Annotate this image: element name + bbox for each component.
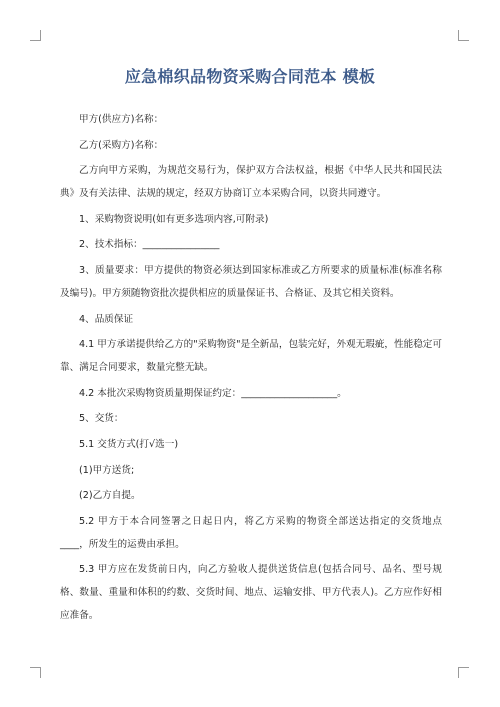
crop-mark-bottom-right	[458, 667, 469, 678]
crop-mark-top-left	[30, 30, 41, 41]
clause-5-2: 5.2 甲方于本合同签署之日起日内，将乙方采购的物资全部送达指定的交货地点____，所发生的运费由承担。	[60, 515, 442, 550]
clause-5-delivery: 5、交货：	[79, 413, 124, 425]
document-body	[60, 108, 442, 630]
clause-4-quality-assurance: 4、品质保证	[79, 313, 134, 325]
party-a-name: 甲方(供应方)名称：	[79, 114, 164, 125]
clause-3-quality-requirements: 3、质量要求：甲方提供的物资必须达到国家标准或乙方所要求的质量标准(标准名称及编号)。甲方须随物资批次提供相应的质量保证书、合格证、及其它相关资料。	[60, 264, 442, 299]
delivery-option-2: (2)乙方自提。	[79, 490, 141, 502]
preamble-paragraph: 乙方向甲方采购，为规范交易行为，保护双方合法权益，根据《中华人民共和国民法典》及有关法律、法规的规定，经双方协商订立本采购合同，以资共同遵守。	[60, 165, 442, 200]
clause-4-2: 4.2 本批次采购物资质量期保证约定：____________________。	[79, 387, 347, 399]
clause-1-goods-description: 1、采购物资说明(如有更多选项内容,可附录)	[79, 213, 269, 225]
delivery-option-1: (1)甲方送货;	[79, 464, 135, 476]
crop-mark-bottom-left	[30, 667, 41, 678]
crop-mark-top-right	[458, 30, 469, 41]
clause-4-1: 4.1 甲方承诺提供给乙方的"采购物资"是全新品，包装完好，外观无瑕疵，性能稳定可靠、满足合同要求，数量完整无缺。	[60, 339, 442, 374]
party-b-name: 乙方(采购方)名称：	[79, 139, 164, 151]
clause-2-technical-specs: 2、技术指标：________________	[79, 239, 220, 251]
clause-5-1: 5.1 交货方式(打√选一)	[79, 438, 179, 450]
clause-5-3: 5.3 甲方应在发货前日内，向乙方验收人提供送货信息(包括合同号、品名、型号规格、数量、重量和体积的约数、交货时间、地点、运输安排、甲方代表人)。乙方应作好相应准备。	[60, 564, 442, 622]
document-title: 应急棉织品物资采购合同范本 模板	[124, 67, 376, 86]
